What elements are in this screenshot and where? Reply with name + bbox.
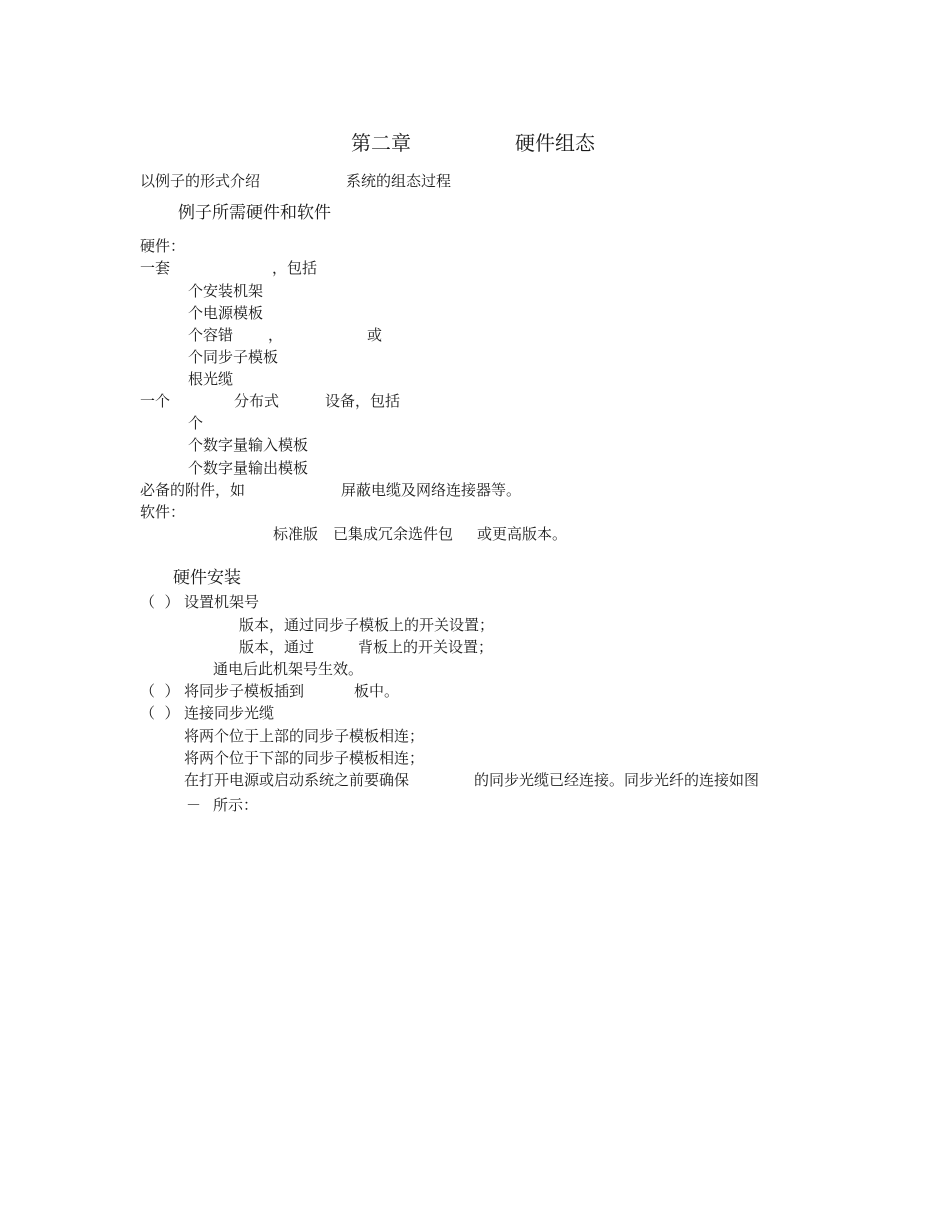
step1-line2-a: 版本，通过 [239, 638, 315, 656]
list-item: 个 [188, 414, 204, 432]
list-item: 根光缆 [188, 370, 234, 388]
step-paren: （ ） [140, 682, 180, 700]
hardware-label: 硬件： [140, 237, 186, 255]
list-item: 个同步子模板 [188, 348, 279, 366]
figure-ref-dash: － [186, 796, 202, 814]
step1-line3: 通电后此机架号生效。 [213, 660, 364, 678]
step1-line2-b: 背板上的开关设置； [358, 638, 494, 656]
software-label: 软件： [140, 503, 186, 521]
section-heading-hardware-install: 硬件安装 [173, 568, 241, 588]
intro-text-2: 系统的组态过程 [346, 172, 452, 190]
step3-label: 连接同步光缆 [184, 704, 275, 722]
software-text-b: 已集成冗余选件包 [333, 525, 454, 543]
software-text-a: 标准版 [273, 525, 319, 543]
step1-label: 设置机架号 [184, 593, 260, 611]
list-item: 个数字量输入模板 [188, 436, 309, 454]
section-heading-hardware-software: 例子所需硬件和软件 [178, 203, 331, 223]
step3-line: 将两个位于上部的同步子模板相连； [184, 727, 425, 745]
step3-line: 将两个位于下部的同步子模板相连； [184, 749, 425, 767]
redundancy-text-c: 或 [367, 326, 383, 344]
distributed-text-c: 设备，包括 [325, 392, 401, 410]
set-text-a: 一套 [140, 259, 171, 277]
chapter-title: 硬件组态 [515, 131, 595, 155]
set-text-b: ，包括 [272, 259, 318, 277]
step-paren: （ ） [140, 704, 180, 722]
step3-last-b: 的同步光缆已经连接。同步光纤的连接如图 [474, 771, 760, 789]
redundancy-text-a: 个容错 [188, 326, 234, 344]
software-text-c: 或更高版本。 [477, 525, 568, 543]
figure-ref-text: 所示： [213, 796, 259, 814]
step2-text-a: 将同步子模板插到 [184, 682, 305, 700]
list-item: 个电源模板 [188, 304, 264, 322]
redundancy-text-b: ， [268, 326, 284, 344]
accessories-text-b: 屏蔽电缆及网络连接器等。 [341, 481, 522, 499]
distributed-text-a: 一个 [140, 392, 171, 410]
step-paren: （ ） [140, 593, 180, 611]
distributed-text-b: 分布式 [234, 392, 280, 410]
step1-line1: 版本，通过同步子模板上的开关设置； [239, 616, 495, 634]
step2-text-b: 板中。 [354, 682, 400, 700]
accessories-text-a: 必备的附件，如 [140, 481, 246, 499]
list-item: 个数字量输出模板 [188, 459, 309, 477]
intro-text-1: 以例子的形式介绍 [140, 172, 261, 190]
step3-last-a: 在打开电源或启动系统之前要确保 [184, 771, 410, 789]
list-item: 个安装机架 [188, 282, 264, 300]
chapter-number: 第二章 [351, 131, 411, 155]
